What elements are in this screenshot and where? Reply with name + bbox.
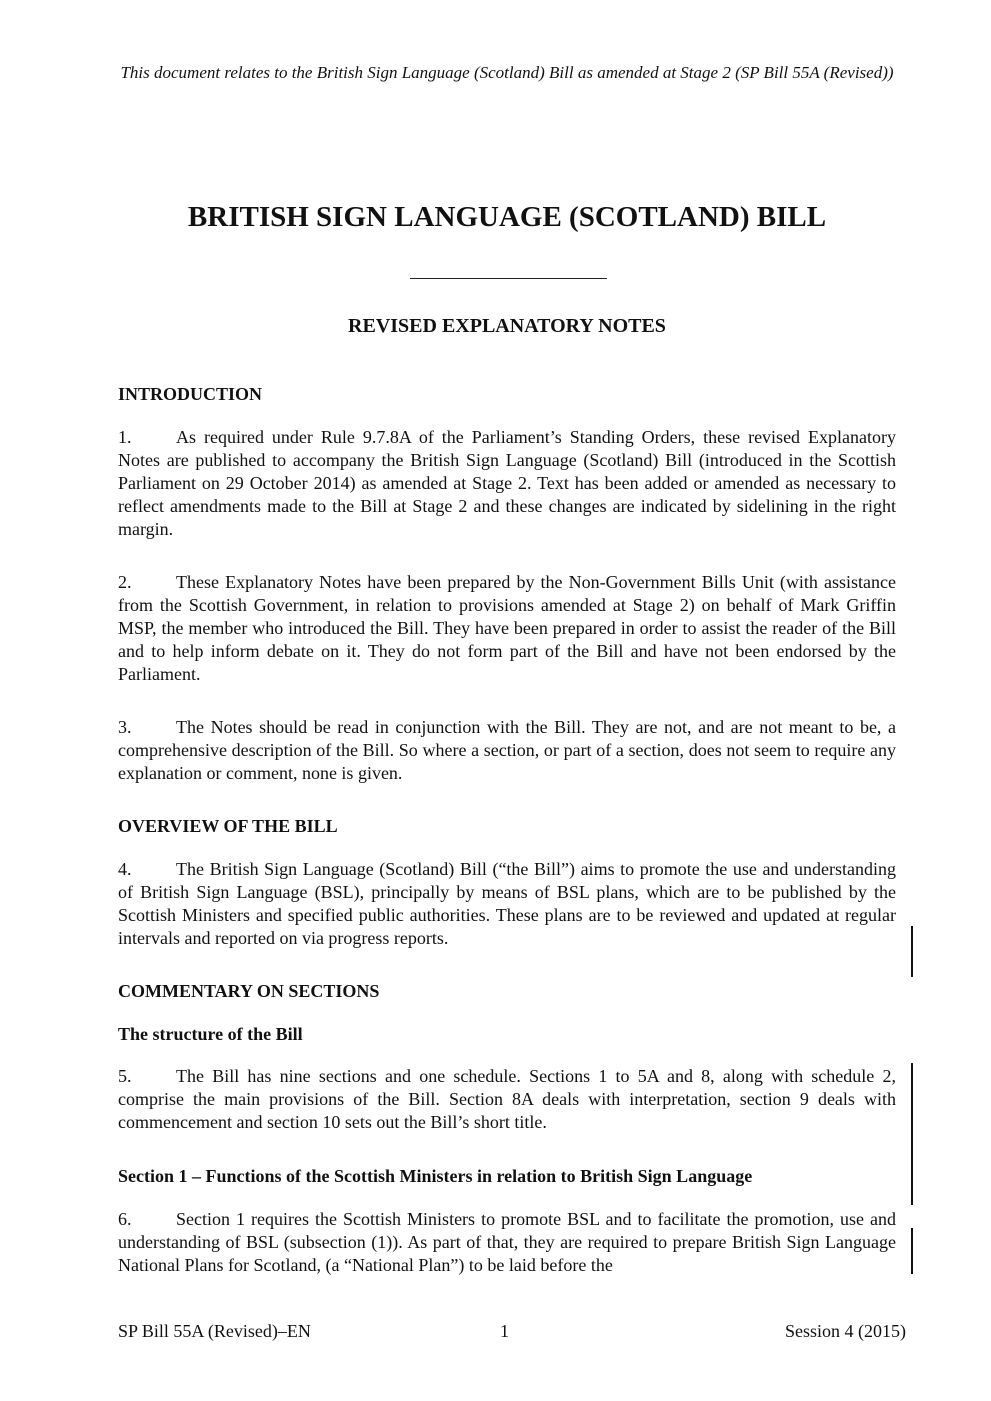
- paragraph-number: 2.: [118, 572, 132, 592]
- paragraph-number: 3.: [118, 717, 132, 737]
- heading-overview: OVERVIEW OF THE BILL: [118, 816, 338, 836]
- paragraph-number: 6.: [118, 1209, 132, 1229]
- paragraph-6: [118, 1208, 896, 1277]
- heading-section-1: Section 1 – Functions of the Scottish Ministers in relation to British Sign Language: [118, 1166, 753, 1186]
- paragraph-5: [118, 1065, 896, 1134]
- paragraph-number: 1.: [118, 427, 132, 447]
- heading-introduction: INTRODUCTION: [118, 384, 263, 404]
- heading-structure: The structure of the Bill: [118, 1024, 303, 1044]
- document-subtitle: REVISED EXPLANATORY NOTES: [348, 315, 666, 337]
- footer-session: Session 4 (2015): [785, 1321, 906, 1341]
- header-note: This document relates to the British Sign Language (Scotland) Bill as amended at Stage 2 (SP Bill 55A (Revised)): [120, 63, 894, 82]
- footer-bill-reference: SP Bill 55A (Revised)–EN: [118, 1321, 311, 1341]
- paragraph-text: As required under Rule 9.7.8A of the Parliament’s Standing Orders, these revised Explanatory Notes are published to accompany the British Sign Language (Scotland) Bill (introduced in the Scottish Parliament on 29 October 2014) as amended at Stage 2. Text has been added or amended as necessary to reflect amendments made to the Bill at Stage 2 and these changes are indicated by sidelining in the right margin.: [118, 427, 896, 539]
- page-number: 1: [500, 1321, 509, 1341]
- change-sideline: [911, 1228, 913, 1274]
- paragraph-2: [118, 571, 896, 686]
- paragraph-text: These Explanatory Notes have been prepared by the Non-Government Bills Unit (with assistance from the Scottish Government, in relation to provisions amended at Stage 2) on behalf of Mark Griffin MSP, the member who introduced the Bill. They have been prepared in order to assist the reader of the Bill and to help inform debate on it. They do not form part of the Bill and have not been endorsed by the Parliament.: [118, 572, 896, 684]
- heading-commentary: COMMENTARY ON SECTIONS: [118, 981, 380, 1001]
- paragraph-text: The Bill has nine sections and one schedule. Sections 1 to 5A and 8, along with schedule 2, comprise the main provisions of the Bill. Section 8A deals with interpretation, section 9 deals with commencement and section 10 sets out the Bill’s short title.: [118, 1066, 896, 1132]
- paragraph-text: The British Sign Language (Scotland) Bill (“the Bill”) aims to promote the use and understanding of British Sign Language (BSL), principally by means of BSL plans, which are to be published by the Scottish Ministers and specified public authorities. These plans are to be reviewed and updated at regular intervals and reported on via progress reports.: [118, 859, 896, 948]
- paragraph-number: 5.: [118, 1066, 132, 1086]
- paragraph-number: 4.: [118, 859, 132, 879]
- change-sideline: [911, 1063, 913, 1205]
- paragraph-3: [118, 716, 896, 785]
- paragraph-1: [118, 426, 896, 541]
- paragraph-4: [118, 858, 896, 950]
- change-sideline: [911, 926, 913, 977]
- paragraph-text: Section 1 requires the Scottish Ministers to promote BSL and to facilitate the promotion, use and understanding of BSL (subsection (1)). As part of that, they are required to prepare British Sign Language National Plans for Scotland, (a “National Plan”) to be laid before the: [118, 1209, 896, 1275]
- document-title: BRITISH SIGN LANGUAGE (SCOTLAND) BILL: [187, 201, 827, 233]
- title-divider: [410, 278, 607, 279]
- paragraph-text: The Notes should be read in conjunction with the Bill. They are not, and are not meant to be, a comprehensive description of the Bill. So where a section, or part of a section, does not seem to require any explanation or comment, none is given.: [118, 717, 896, 783]
